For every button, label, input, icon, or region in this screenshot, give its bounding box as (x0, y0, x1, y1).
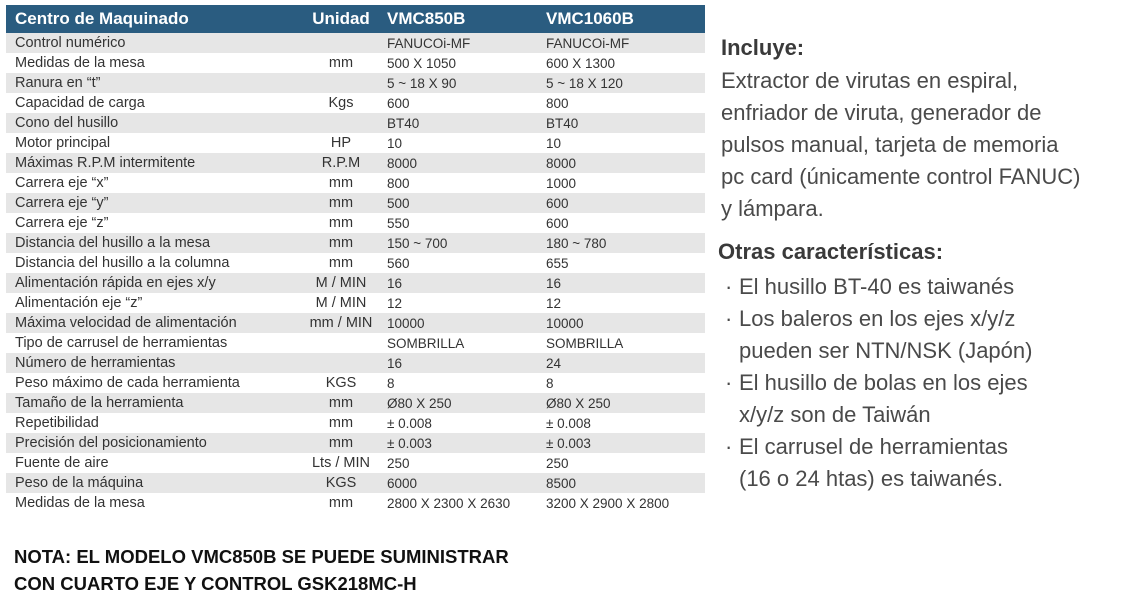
table-row (6, 433, 705, 453)
table-row (6, 393, 705, 413)
spec-name: Repetibilidad (6, 413, 295, 433)
spec-vmc1060b: SOMBRILLA (546, 333, 705, 353)
spec-vmc1060b: 800 (546, 93, 705, 113)
spec-unit (295, 33, 387, 53)
spec-name: Peso máximo de cada herramienta (6, 373, 295, 393)
spec-unit: Lts / MIN (295, 453, 387, 473)
table-row (6, 293, 705, 313)
spec-name: Cono del husillo (6, 113, 295, 133)
header-vmc850b: VMC850B (387, 5, 546, 33)
spec-vmc1060b: 600 (546, 193, 705, 213)
spec-vmc850b: FANUCOi-MF (387, 33, 546, 53)
spec-name: Carrera eje “y” (6, 193, 295, 213)
spec-unit: mm (295, 413, 387, 433)
bullet-text-line: El husillo de bolas en los ejes (739, 370, 1028, 395)
spec-name: Carrera eje “z” (6, 213, 295, 233)
bullet-item (721, 367, 1141, 431)
table-row (6, 113, 705, 133)
spec-name: Alimentación rápida en ejes x/y (6, 273, 295, 293)
spec-vmc850b: 600 (387, 93, 546, 113)
note-line-1: NOTA: EL MODELO VMC850B SE PUEDE SUMINISTRAR (14, 546, 509, 567)
bullet-dot-icon: · (725, 274, 733, 299)
spec-unit: Kgs (295, 93, 387, 113)
spec-name: Motor principal (6, 133, 295, 153)
spec-vmc1060b: 12 (546, 293, 705, 313)
table-row (6, 193, 705, 213)
spec-unit: mm / MIN (295, 313, 387, 333)
spec-name: Distancia del husillo a la mesa (6, 233, 295, 253)
incluye-text (721, 65, 1141, 225)
table-row (6, 173, 705, 193)
otras-list (721, 271, 1141, 495)
header-centro: Centro de Maquinado (6, 5, 295, 33)
incluye-line: y lámpara. (721, 196, 824, 221)
table-row (6, 93, 705, 113)
spec-name: Tamaño de la herramienta (6, 393, 295, 413)
spec-unit: mm (295, 433, 387, 453)
bullet-item (721, 431, 1141, 495)
spec-name: Precisión del posicionamiento (6, 433, 295, 453)
spec-vmc1060b: 10000 (546, 313, 705, 333)
model-note (14, 543, 509, 597)
incluye-line: pc card (únicamente control FANUC) (721, 164, 1081, 189)
table-row (6, 453, 705, 473)
spec-vmc850b: 10 (387, 133, 546, 153)
spec-unit: mm (295, 393, 387, 413)
spec-vmc1060b: 24 (546, 353, 705, 373)
spec-vmc1060b: 8500 (546, 473, 705, 493)
spec-unit (295, 73, 387, 93)
bullet-dot-icon: · (725, 370, 733, 395)
bullet-text-line: El husillo BT-40 es taiwanés (739, 274, 1015, 299)
spec-unit: R.P.M (295, 153, 387, 173)
spec-vmc850b: 500 (387, 193, 546, 213)
spec-vmc850b: 16 (387, 273, 546, 293)
spec-vmc850b: 500 X 1050 (387, 53, 546, 73)
spec-vmc850b: 550 (387, 213, 546, 233)
features-panel (718, 33, 1141, 495)
table-row (6, 313, 705, 333)
spec-vmc850b: 10000 (387, 313, 546, 333)
otras-heading: Otras características: (718, 239, 944, 264)
spec-vmc850b: 16 (387, 353, 546, 373)
spec-unit: mm (295, 173, 387, 193)
spec-vmc1060b: 600 X 1300 (546, 53, 705, 73)
incluye-line: enfriador de viruta, generador de (721, 100, 1042, 125)
spec-vmc1060b: 8000 (546, 153, 705, 173)
spec-unit (295, 113, 387, 133)
bullet-text-line: pueden ser NTN/NSK (Japón) (739, 338, 1033, 363)
spec-vmc1060b: 180 ~ 780 (546, 233, 705, 253)
note-line-2: CON CUARTO EJE Y CONTROL GSK218MC-H (14, 573, 417, 594)
spec-unit: M / MIN (295, 273, 387, 293)
table-row (6, 133, 705, 153)
spec-unit (295, 353, 387, 373)
table-row (6, 33, 705, 53)
table-row (6, 213, 705, 233)
spec-vmc850b: 8000 (387, 153, 546, 173)
table-row (6, 473, 705, 493)
spec-vmc1060b: FANUCOi-MF (546, 33, 705, 53)
bullet-text-line: x/y/z son de Taiwán (739, 402, 931, 427)
incluye-line: pulsos manual, tarjeta de memoria (721, 132, 1059, 157)
specs-table (6, 5, 705, 513)
spec-name: Alimentación eje “z” (6, 293, 295, 313)
spec-name: Ranura en “t” (6, 73, 295, 93)
table-row (6, 233, 705, 253)
spec-vmc850b: SOMBRILLA (387, 333, 546, 353)
spec-vmc1060b: ± 0.003 (546, 433, 705, 453)
spec-vmc850b: 250 (387, 453, 546, 473)
spec-name: Carrera eje “x” (6, 173, 295, 193)
spec-vmc1060b: 655 (546, 253, 705, 273)
spec-vmc850b: Ø80 X 250 (387, 393, 546, 413)
spec-vmc1060b: 16 (546, 273, 705, 293)
bullet-text-line: (16 o 24 htas) es taiwanés. (739, 466, 1004, 491)
spec-vmc1060b: 600 (546, 213, 705, 233)
spec-vmc1060b: ± 0.008 (546, 413, 705, 433)
spec-unit: KGS (295, 473, 387, 493)
spec-name: Medidas de la mesa (6, 53, 295, 73)
header-unidad: Unidad (295, 5, 387, 33)
spec-name: Tipo de carrusel de herramientas (6, 333, 295, 353)
spec-vmc850b: 12 (387, 293, 546, 313)
spec-name: Control numérico (6, 33, 295, 53)
spec-vmc1060b: Ø80 X 250 (546, 393, 705, 413)
spec-vmc1060b: BT40 (546, 113, 705, 133)
spec-vmc850b: 560 (387, 253, 546, 273)
spec-name: Capacidad de carga (6, 93, 295, 113)
spec-vmc850b: ± 0.008 (387, 413, 546, 433)
spec-unit: mm (295, 233, 387, 253)
table-row (6, 73, 705, 93)
bullet-dot-icon: · (725, 434, 733, 459)
table-row (6, 273, 705, 293)
spec-unit: mm (295, 53, 387, 73)
table-row (6, 493, 705, 513)
header-vmc1060b: VMC1060B (546, 5, 705, 33)
spec-vmc850b: BT40 (387, 113, 546, 133)
table-row (6, 253, 705, 273)
spec-unit: mm (295, 493, 387, 513)
spec-name: Peso de la máquina (6, 473, 295, 493)
table-row (6, 373, 705, 393)
bullet-text-line: Los baleros en los ejes x/y/z (739, 306, 1016, 331)
spec-vmc850b: ± 0.003 (387, 433, 546, 453)
spec-unit: mm (295, 213, 387, 233)
table-row (6, 353, 705, 373)
bullet-item (721, 303, 1141, 367)
spec-unit: KGS (295, 373, 387, 393)
spec-unit: mm (295, 253, 387, 273)
spec-vmc850b: 5 ~ 18 X 90 (387, 73, 546, 93)
spec-vmc850b: 8 (387, 373, 546, 393)
spec-name: Medidas de la mesa (6, 493, 295, 513)
spec-name: Fuente de aire (6, 453, 295, 473)
spec-name: Máximas R.P.M intermitente (6, 153, 295, 173)
spec-unit: mm (295, 193, 387, 213)
table-row (6, 153, 705, 173)
specs-table-body (6, 33, 705, 513)
table-row (6, 53, 705, 73)
spec-unit: M / MIN (295, 293, 387, 313)
incluye-heading: Incluye: (721, 35, 805, 60)
bullet-text-line: El carrusel de herramientas (739, 434, 1009, 459)
spec-vmc850b: 800 (387, 173, 546, 193)
spec-unit: HP (295, 133, 387, 153)
bullet-item (721, 271, 1141, 303)
spec-vmc850b: 2800 X 2300 X 2630 (387, 493, 546, 513)
spec-vmc850b: 6000 (387, 473, 546, 493)
table-header-row (6, 5, 705, 33)
spec-name: Distancia del husillo a la columna (6, 253, 295, 273)
incluye-line: Extractor de virutas en espiral, (721, 68, 1019, 93)
spec-vmc850b: 150 ~ 700 (387, 233, 546, 253)
spec-vmc1060b: 1000 (546, 173, 705, 193)
spec-unit (295, 333, 387, 353)
spec-vmc1060b: 8 (546, 373, 705, 393)
spec-vmc1060b: 250 (546, 453, 705, 473)
spec-vmc1060b: 10 (546, 133, 705, 153)
table-row (6, 413, 705, 433)
bullet-dot-icon: · (725, 306, 733, 331)
spec-vmc1060b: 5 ~ 18 X 120 (546, 73, 705, 93)
spec-name: Máxima velocidad de alimentación (6, 313, 295, 333)
spec-name: Número de herramientas (6, 353, 295, 373)
spec-vmc1060b: 3200 X 2900 X 2800 (546, 493, 705, 513)
table-row (6, 333, 705, 353)
